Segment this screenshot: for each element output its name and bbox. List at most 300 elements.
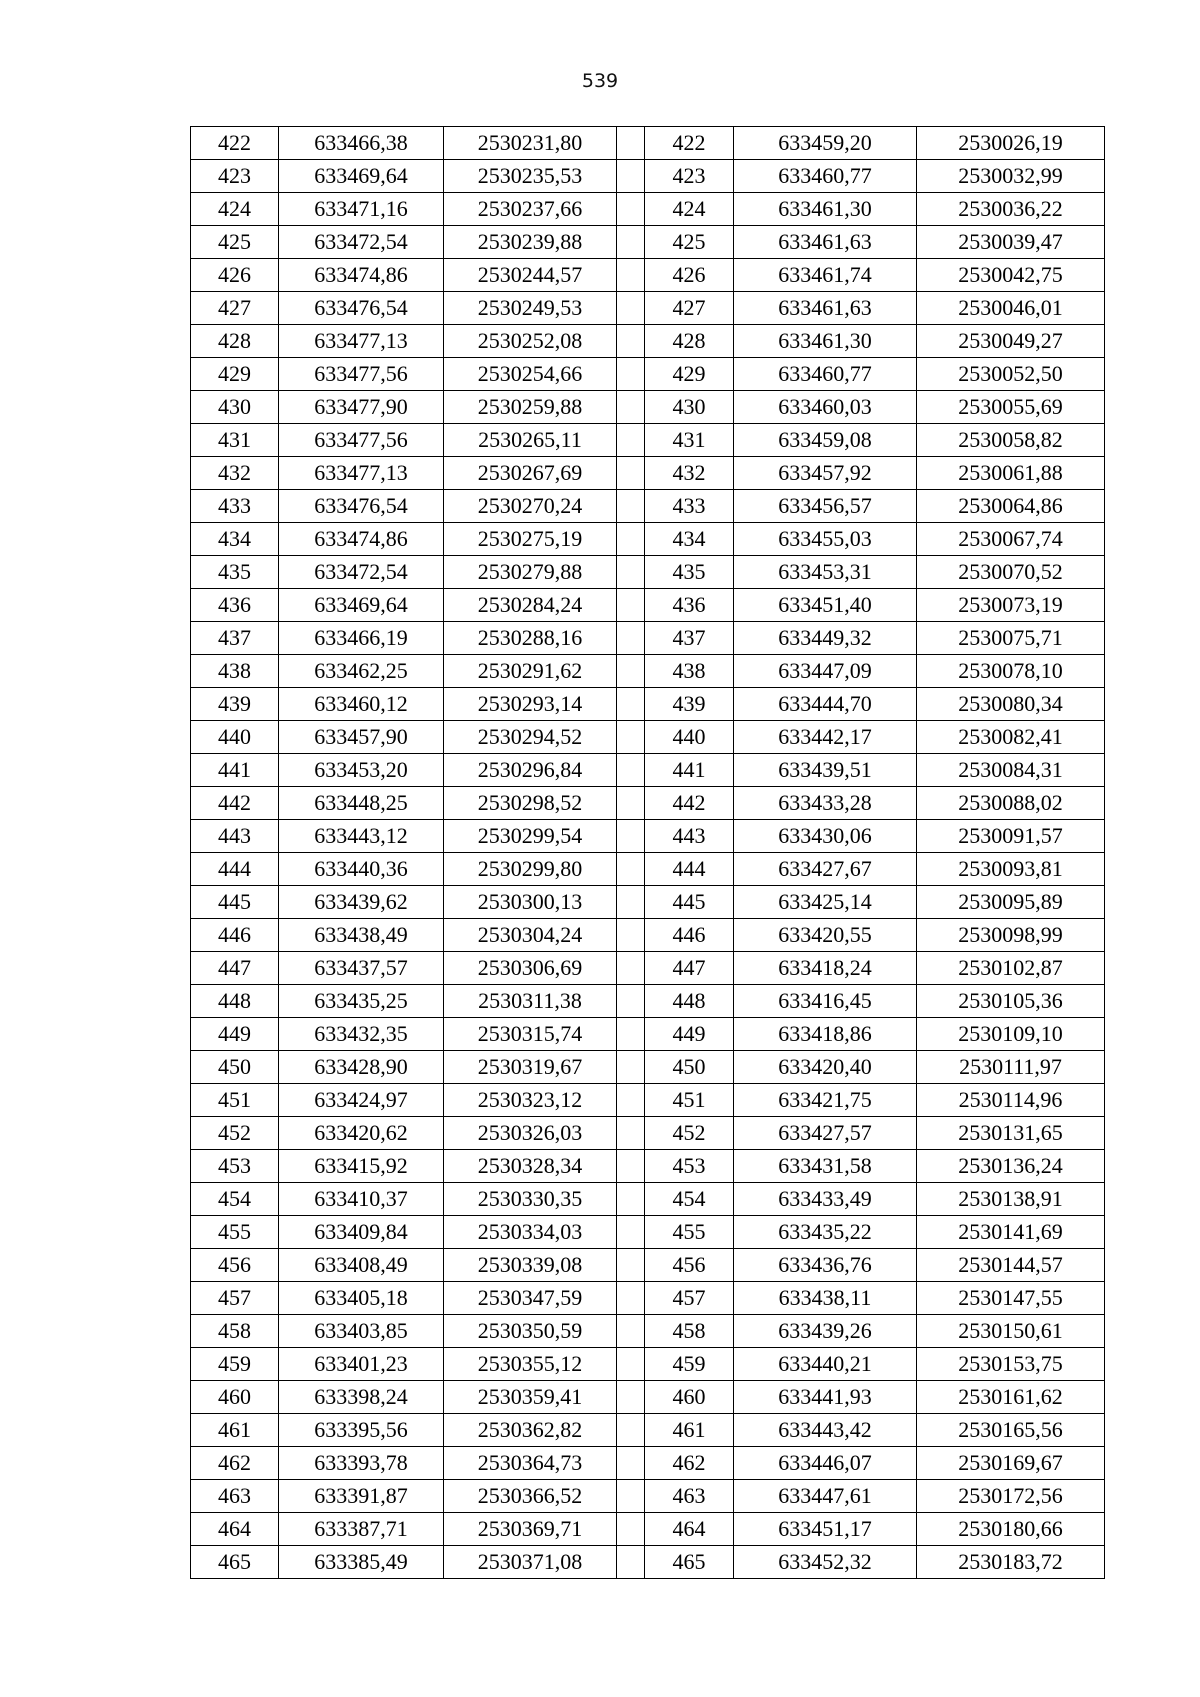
x-coordinate-cell-left: 633477,56 <box>279 424 444 457</box>
table-row <box>191 1084 1105 1117</box>
x-coordinate-cell-right: 633420,40 <box>734 1051 917 1084</box>
x-coordinate-cell-right: 633427,57 <box>734 1117 917 1150</box>
y-coordinate-cell-right: 2530169,67 <box>917 1447 1105 1480</box>
y-coordinate-cell-right: 2530147,55 <box>917 1282 1105 1315</box>
table-row <box>191 358 1105 391</box>
y-coordinate-cell-left: 2530304,24 <box>444 919 617 952</box>
separator-cell <box>617 424 645 457</box>
table-row <box>191 523 1105 556</box>
table-row <box>191 688 1105 721</box>
x-coordinate-cell-right: 633443,42 <box>734 1414 917 1447</box>
y-coordinate-cell-left: 2530259,88 <box>444 391 617 424</box>
point-number-cell-left: 455 <box>191 1216 279 1249</box>
x-coordinate-cell-right: 633418,24 <box>734 952 917 985</box>
table-row <box>191 556 1105 589</box>
y-coordinate-cell-left: 2530371,08 <box>444 1546 617 1579</box>
point-number-cell-left: 424 <box>191 193 279 226</box>
x-coordinate-cell-left: 633403,85 <box>279 1315 444 1348</box>
y-coordinate-cell-right: 2530183,72 <box>917 1546 1105 1579</box>
point-number-cell-left: 450 <box>191 1051 279 1084</box>
separator-cell <box>617 259 645 292</box>
y-coordinate-cell-right: 2530039,47 <box>917 226 1105 259</box>
x-coordinate-cell-left: 633474,86 <box>279 259 444 292</box>
y-coordinate-cell-left: 2530339,08 <box>444 1249 617 1282</box>
separator-cell <box>617 1447 645 1480</box>
point-number-cell-right: 455 <box>645 1216 734 1249</box>
y-coordinate-cell-right: 2530075,71 <box>917 622 1105 655</box>
x-coordinate-cell-left: 633420,62 <box>279 1117 444 1150</box>
y-coordinate-cell-left: 2530231,80 <box>444 127 617 160</box>
y-coordinate-cell-right: 2530153,75 <box>917 1348 1105 1381</box>
y-coordinate-cell-right: 2530055,69 <box>917 391 1105 424</box>
point-number-cell-left: 449 <box>191 1018 279 1051</box>
table-row <box>191 325 1105 358</box>
x-coordinate-cell-right: 633444,70 <box>734 688 917 721</box>
point-number-cell-right: 464 <box>645 1513 734 1546</box>
point-number-cell-left: 440 <box>191 721 279 754</box>
separator-cell <box>617 655 645 688</box>
x-coordinate-cell-right: 633460,77 <box>734 358 917 391</box>
point-number-cell-left: 438 <box>191 655 279 688</box>
point-number-cell-right: 425 <box>645 226 734 259</box>
point-number-cell-left: 427 <box>191 292 279 325</box>
table-row <box>191 457 1105 490</box>
x-coordinate-cell-right: 633452,32 <box>734 1546 917 1579</box>
point-number-cell-right: 447 <box>645 952 734 985</box>
y-coordinate-cell-left: 2530294,52 <box>444 721 617 754</box>
x-coordinate-cell-left: 633477,13 <box>279 325 444 358</box>
table-row <box>191 655 1105 688</box>
separator-cell <box>617 160 645 193</box>
x-coordinate-cell-right: 633447,61 <box>734 1480 917 1513</box>
table-row <box>191 1546 1105 1579</box>
table-row <box>191 127 1105 160</box>
y-coordinate-cell-left: 2530284,24 <box>444 589 617 622</box>
x-coordinate-cell-left: 633439,62 <box>279 886 444 919</box>
y-coordinate-cell-right: 2530141,69 <box>917 1216 1105 1249</box>
x-coordinate-cell-left: 633409,84 <box>279 1216 444 1249</box>
y-coordinate-cell-left: 2530359,41 <box>444 1381 617 1414</box>
point-number-cell-right: 446 <box>645 919 734 952</box>
separator-cell <box>617 787 645 820</box>
x-coordinate-cell-left: 633453,20 <box>279 754 444 787</box>
x-coordinate-cell-right: 633461,74 <box>734 259 917 292</box>
x-coordinate-cell-left: 633472,54 <box>279 226 444 259</box>
point-number-cell-right: 429 <box>645 358 734 391</box>
y-coordinate-cell-left: 2530366,52 <box>444 1480 617 1513</box>
y-coordinate-cell-left: 2530252,08 <box>444 325 617 358</box>
y-coordinate-cell-left: 2530291,62 <box>444 655 617 688</box>
y-coordinate-cell-right: 2530049,27 <box>917 325 1105 358</box>
point-number-cell-right: 444 <box>645 853 734 886</box>
y-coordinate-cell-left: 2530279,88 <box>444 556 617 589</box>
y-coordinate-cell-right: 2530026,19 <box>917 127 1105 160</box>
point-number-cell-right: 423 <box>645 160 734 193</box>
point-number-cell-left: 452 <box>191 1117 279 1150</box>
point-number-cell-left: 460 <box>191 1381 279 1414</box>
table-row <box>191 1447 1105 1480</box>
separator-cell <box>617 523 645 556</box>
table-row <box>191 853 1105 886</box>
table-row <box>191 787 1105 820</box>
point-number-cell-left: 458 <box>191 1315 279 1348</box>
x-coordinate-cell-left: 633385,49 <box>279 1546 444 1579</box>
separator-cell <box>617 589 645 622</box>
x-coordinate-cell-right: 633431,58 <box>734 1150 917 1183</box>
point-number-cell-right: 461 <box>645 1414 734 1447</box>
x-coordinate-cell-left: 633428,90 <box>279 1051 444 1084</box>
separator-cell <box>617 1249 645 1282</box>
separator-cell <box>617 622 645 655</box>
x-coordinate-cell-left: 633466,19 <box>279 622 444 655</box>
point-number-cell-right: 434 <box>645 523 734 556</box>
x-coordinate-cell-left: 633438,49 <box>279 919 444 952</box>
y-coordinate-cell-right: 2530091,57 <box>917 820 1105 853</box>
x-coordinate-cell-left: 633405,18 <box>279 1282 444 1315</box>
x-coordinate-cell-right: 633461,63 <box>734 292 917 325</box>
separator-cell <box>617 1051 645 1084</box>
point-number-cell-left: 439 <box>191 688 279 721</box>
x-coordinate-cell-right: 633438,11 <box>734 1282 917 1315</box>
x-coordinate-cell-right: 633461,30 <box>734 193 917 226</box>
table-row <box>191 919 1105 952</box>
x-coordinate-cell-left: 633474,86 <box>279 523 444 556</box>
x-coordinate-cell-right: 633441,93 <box>734 1381 917 1414</box>
point-number-cell-left: 436 <box>191 589 279 622</box>
x-coordinate-cell-left: 633448,25 <box>279 787 444 820</box>
y-coordinate-cell-left: 2530249,53 <box>444 292 617 325</box>
y-coordinate-cell-right: 2530109,10 <box>917 1018 1105 1051</box>
point-number-cell-right: 460 <box>645 1381 734 1414</box>
point-number-cell-right: 453 <box>645 1150 734 1183</box>
separator-cell <box>617 1084 645 1117</box>
table-row <box>191 1348 1105 1381</box>
point-number-cell-right: 462 <box>645 1447 734 1480</box>
y-coordinate-cell-left: 2530244,57 <box>444 259 617 292</box>
point-number-cell-right: 426 <box>645 259 734 292</box>
x-coordinate-cell-right: 633442,17 <box>734 721 917 754</box>
x-coordinate-cell-left: 633476,54 <box>279 490 444 523</box>
separator-cell <box>617 754 645 787</box>
separator-cell <box>617 457 645 490</box>
point-number-cell-right: 435 <box>645 556 734 589</box>
point-number-cell-left: 431 <box>191 424 279 457</box>
y-coordinate-cell-left: 2530267,69 <box>444 457 617 490</box>
separator-cell <box>617 1183 645 1216</box>
point-number-cell-right: 440 <box>645 721 734 754</box>
point-number-cell-right: 463 <box>645 1480 734 1513</box>
separator-cell <box>617 1546 645 1579</box>
x-coordinate-cell-left: 633462,25 <box>279 655 444 688</box>
separator-cell <box>617 325 645 358</box>
x-coordinate-cell-right: 633459,08 <box>734 424 917 457</box>
y-coordinate-cell-left: 2530326,03 <box>444 1117 617 1150</box>
x-coordinate-cell-left: 633435,25 <box>279 985 444 1018</box>
x-coordinate-cell-left: 633469,64 <box>279 589 444 622</box>
separator-cell <box>617 1480 645 1513</box>
x-coordinate-cell-right: 633433,28 <box>734 787 917 820</box>
y-coordinate-cell-left: 2530296,84 <box>444 754 617 787</box>
point-number-cell-left: 462 <box>191 1447 279 1480</box>
separator-cell <box>617 391 645 424</box>
x-coordinate-cell-left: 633432,35 <box>279 1018 444 1051</box>
separator-cell <box>617 919 645 952</box>
y-coordinate-cell-left: 2530298,52 <box>444 787 617 820</box>
point-number-cell-right: 436 <box>645 589 734 622</box>
table-row <box>191 1150 1105 1183</box>
y-coordinate-cell-left: 2530239,88 <box>444 226 617 259</box>
separator-cell <box>617 1216 645 1249</box>
point-number-cell-left: 432 <box>191 457 279 490</box>
y-coordinate-cell-right: 2530042,75 <box>917 259 1105 292</box>
y-coordinate-cell-right: 2530165,56 <box>917 1414 1105 1447</box>
table-row <box>191 1018 1105 1051</box>
point-number-cell-left: 444 <box>191 853 279 886</box>
point-number-cell-left: 435 <box>191 556 279 589</box>
point-number-cell-right: 432 <box>645 457 734 490</box>
point-number-cell-left: 437 <box>191 622 279 655</box>
y-coordinate-cell-left: 2530334,03 <box>444 1216 617 1249</box>
point-number-cell-right: 449 <box>645 1018 734 1051</box>
x-coordinate-cell-right: 633451,40 <box>734 589 917 622</box>
y-coordinate-cell-right: 2530136,24 <box>917 1150 1105 1183</box>
x-coordinate-cell-right: 633457,92 <box>734 457 917 490</box>
point-number-cell-left: 433 <box>191 490 279 523</box>
point-number-cell-left: 448 <box>191 985 279 1018</box>
table-row <box>191 1051 1105 1084</box>
separator-cell <box>617 1117 645 1150</box>
table-row <box>191 589 1105 622</box>
x-coordinate-cell-right: 633447,09 <box>734 655 917 688</box>
table-row <box>191 1282 1105 1315</box>
table-row <box>191 1414 1105 1447</box>
table-row <box>191 292 1105 325</box>
y-coordinate-cell-left: 2530299,80 <box>444 853 617 886</box>
separator-cell <box>617 1315 645 1348</box>
x-coordinate-cell-right: 633451,17 <box>734 1513 917 1546</box>
point-number-cell-right: 438 <box>645 655 734 688</box>
point-number-cell-right: 422 <box>645 127 734 160</box>
y-coordinate-cell-right: 2530070,52 <box>917 556 1105 589</box>
point-number-cell-right: 443 <box>645 820 734 853</box>
point-number-cell-left: 459 <box>191 1348 279 1381</box>
point-number-cell-right: 459 <box>645 1348 734 1381</box>
x-coordinate-cell-right: 633435,22 <box>734 1216 917 1249</box>
separator-cell <box>617 556 645 589</box>
y-coordinate-cell-right: 2530052,50 <box>917 358 1105 391</box>
x-coordinate-cell-right: 633446,07 <box>734 1447 917 1480</box>
separator-cell <box>617 688 645 721</box>
x-coordinate-cell-right: 633436,76 <box>734 1249 917 1282</box>
point-number-cell-left: 456 <box>191 1249 279 1282</box>
point-number-cell-left: 465 <box>191 1546 279 1579</box>
y-coordinate-cell-left: 2530300,13 <box>444 886 617 919</box>
x-coordinate-cell-right: 633459,20 <box>734 127 917 160</box>
separator-cell <box>617 1150 645 1183</box>
point-number-cell-left: 453 <box>191 1150 279 1183</box>
x-coordinate-cell-right: 633460,03 <box>734 391 917 424</box>
x-coordinate-cell-left: 633398,24 <box>279 1381 444 1414</box>
point-number-cell-right: 433 <box>645 490 734 523</box>
point-number-cell-right: 456 <box>645 1249 734 1282</box>
y-coordinate-cell-right: 2530064,86 <box>917 490 1105 523</box>
point-number-cell-left: 423 <box>191 160 279 193</box>
point-number-cell-left: 457 <box>191 1282 279 1315</box>
page-number: 539 <box>581 70 619 92</box>
x-coordinate-cell-left: 633476,54 <box>279 292 444 325</box>
y-coordinate-cell-left: 2530330,35 <box>444 1183 617 1216</box>
x-coordinate-cell-left: 633391,87 <box>279 1480 444 1513</box>
point-number-cell-left: 426 <box>191 259 279 292</box>
point-number-cell-left: 442 <box>191 787 279 820</box>
x-coordinate-cell-left: 633460,12 <box>279 688 444 721</box>
point-number-cell-right: 465 <box>645 1546 734 1579</box>
point-number-cell-right: 439 <box>645 688 734 721</box>
y-coordinate-cell-right: 2530102,87 <box>917 952 1105 985</box>
y-coordinate-cell-right: 2530061,88 <box>917 457 1105 490</box>
x-coordinate-cell-left: 633415,92 <box>279 1150 444 1183</box>
x-coordinate-cell-right: 633439,26 <box>734 1315 917 1348</box>
separator-cell <box>617 886 645 919</box>
point-number-cell-left: 451 <box>191 1084 279 1117</box>
point-number-cell-right: 445 <box>645 886 734 919</box>
y-coordinate-cell-right: 2530078,10 <box>917 655 1105 688</box>
x-coordinate-cell-right: 633416,45 <box>734 985 917 1018</box>
x-coordinate-cell-left: 633440,36 <box>279 853 444 886</box>
coordinates-table-body <box>191 127 1105 1579</box>
y-coordinate-cell-left: 2530306,69 <box>444 952 617 985</box>
separator-cell <box>617 226 645 259</box>
point-number-cell-right: 430 <box>645 391 734 424</box>
x-coordinate-cell-left: 633472,54 <box>279 556 444 589</box>
y-coordinate-cell-right: 2530114,96 <box>917 1084 1105 1117</box>
y-coordinate-cell-left: 2530369,71 <box>444 1513 617 1546</box>
point-number-cell-right: 451 <box>645 1084 734 1117</box>
y-coordinate-cell-left: 2530328,34 <box>444 1150 617 1183</box>
y-coordinate-cell-left: 2530265,11 <box>444 424 617 457</box>
x-coordinate-cell-left: 633477,90 <box>279 391 444 424</box>
table-row <box>191 1315 1105 1348</box>
x-coordinate-cell-left: 633457,90 <box>279 721 444 754</box>
x-coordinate-cell-left: 633466,38 <box>279 127 444 160</box>
y-coordinate-cell-left: 2530311,38 <box>444 985 617 1018</box>
separator-cell <box>617 1414 645 1447</box>
x-coordinate-cell-right: 633418,86 <box>734 1018 917 1051</box>
separator-cell <box>617 127 645 160</box>
point-number-cell-left: 428 <box>191 325 279 358</box>
x-coordinate-cell-right: 633439,51 <box>734 754 917 787</box>
x-coordinate-cell-right: 633433,49 <box>734 1183 917 1216</box>
y-coordinate-cell-right: 2530080,34 <box>917 688 1105 721</box>
y-coordinate-cell-right: 2530067,74 <box>917 523 1105 556</box>
point-number-cell-left: 464 <box>191 1513 279 1546</box>
point-number-cell-left: 445 <box>191 886 279 919</box>
y-coordinate-cell-left: 2530235,53 <box>444 160 617 193</box>
y-coordinate-cell-left: 2530270,24 <box>444 490 617 523</box>
separator-cell <box>617 1018 645 1051</box>
y-coordinate-cell-right: 2530084,31 <box>917 754 1105 787</box>
y-coordinate-cell-right: 2530058,82 <box>917 424 1105 457</box>
x-coordinate-cell-left: 633387,71 <box>279 1513 444 1546</box>
x-coordinate-cell-right: 633421,75 <box>734 1084 917 1117</box>
x-coordinate-cell-right: 633449,32 <box>734 622 917 655</box>
separator-cell <box>617 952 645 985</box>
separator-cell <box>617 721 645 754</box>
table-row <box>191 1117 1105 1150</box>
x-coordinate-cell-right: 633460,77 <box>734 160 917 193</box>
point-number-cell-right: 442 <box>645 787 734 820</box>
y-coordinate-cell-left: 2530350,59 <box>444 1315 617 1348</box>
point-number-cell-left: 441 <box>191 754 279 787</box>
x-coordinate-cell-left: 633471,16 <box>279 193 444 226</box>
x-coordinate-cell-left: 633477,56 <box>279 358 444 391</box>
y-coordinate-cell-right: 2530180,66 <box>917 1513 1105 1546</box>
x-coordinate-cell-left: 633408,49 <box>279 1249 444 1282</box>
table-row <box>191 193 1105 226</box>
point-number-cell-left: 446 <box>191 919 279 952</box>
x-coordinate-cell-right: 633453,31 <box>734 556 917 589</box>
table-row <box>191 622 1105 655</box>
separator-cell <box>617 820 645 853</box>
x-coordinate-cell-left: 633393,78 <box>279 1447 444 1480</box>
separator-cell <box>617 1348 645 1381</box>
y-coordinate-cell-left: 2530293,14 <box>444 688 617 721</box>
table-row <box>191 754 1105 787</box>
x-coordinate-cell-left: 633469,64 <box>279 160 444 193</box>
x-coordinate-cell-right: 633456,57 <box>734 490 917 523</box>
point-number-cell-left: 434 <box>191 523 279 556</box>
table-row <box>191 226 1105 259</box>
point-number-cell-right: 441 <box>645 754 734 787</box>
y-coordinate-cell-right: 2530161,62 <box>917 1381 1105 1414</box>
x-coordinate-cell-right: 633430,06 <box>734 820 917 853</box>
x-coordinate-cell-left: 633477,13 <box>279 457 444 490</box>
table-row <box>191 1513 1105 1546</box>
point-number-cell-right: 427 <box>645 292 734 325</box>
table-row <box>191 1249 1105 1282</box>
point-number-cell-left: 422 <box>191 127 279 160</box>
table-row <box>191 886 1105 919</box>
table-row <box>191 490 1105 523</box>
y-coordinate-cell-right: 2530172,56 <box>917 1480 1105 1513</box>
x-coordinate-cell-right: 633425,14 <box>734 886 917 919</box>
x-coordinate-cell-left: 633410,37 <box>279 1183 444 1216</box>
y-coordinate-cell-right: 2530095,89 <box>917 886 1105 919</box>
table-row <box>191 721 1105 754</box>
separator-cell <box>617 193 645 226</box>
y-coordinate-cell-left: 2530275,19 <box>444 523 617 556</box>
table-row <box>191 259 1105 292</box>
separator-cell <box>617 292 645 325</box>
y-coordinate-cell-right: 2530111,97 <box>917 1051 1105 1084</box>
y-coordinate-cell-left: 2530288,16 <box>444 622 617 655</box>
y-coordinate-cell-right: 2530073,19 <box>917 589 1105 622</box>
y-coordinate-cell-right: 2530131,65 <box>917 1117 1105 1150</box>
y-coordinate-cell-left: 2530299,54 <box>444 820 617 853</box>
point-number-cell-right: 450 <box>645 1051 734 1084</box>
table-row <box>191 1216 1105 1249</box>
separator-cell <box>617 1282 645 1315</box>
y-coordinate-cell-right: 2530098,99 <box>917 919 1105 952</box>
point-number-cell-right: 424 <box>645 193 734 226</box>
y-coordinate-cell-left: 2530319,67 <box>444 1051 617 1084</box>
coordinates-table <box>190 126 1105 1579</box>
x-coordinate-cell-left: 633443,12 <box>279 820 444 853</box>
separator-cell <box>617 490 645 523</box>
separator-cell <box>617 853 645 886</box>
table-row <box>191 952 1105 985</box>
y-coordinate-cell-right: 2530046,01 <box>917 292 1105 325</box>
